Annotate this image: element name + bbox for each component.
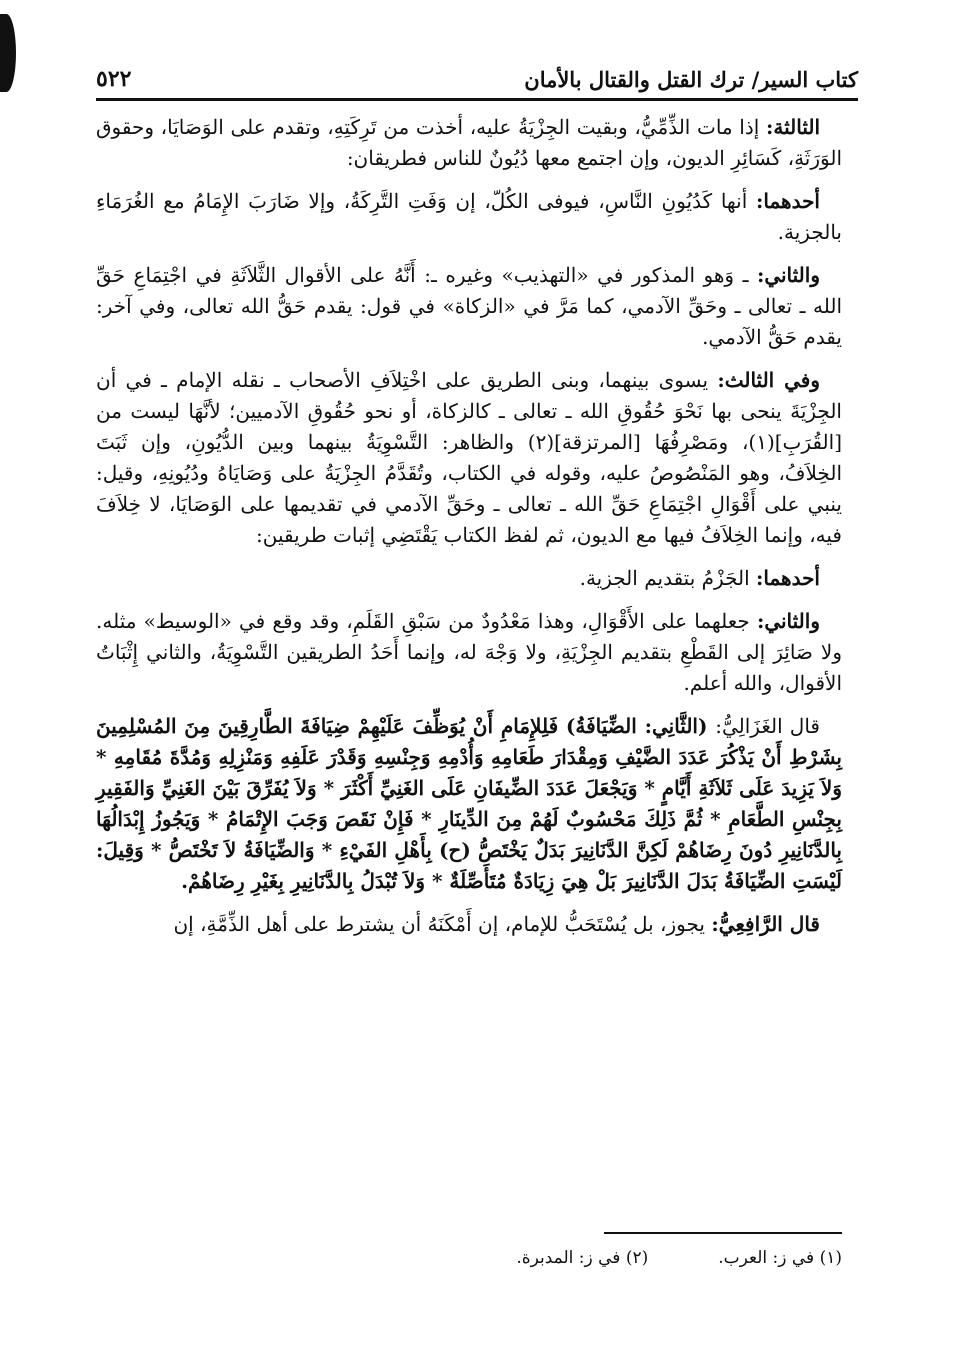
paragraph-text: الجَزْمُ بتقديم الجزية. <box>579 566 756 590</box>
paragraph-text: إذا مات الذِّمِّيُّ، وبقيت الجِزْيَةُ عليه، أخذت من تَرِكَتِهِ، وتقدم على الوَصَايَا، وحقوق الوَرَثَةِ، كَسَائِرِ الديون، وإن اجتمع معها دُيُونٌ للناس فطريقان: <box>96 115 842 170</box>
paragraph-third-way <box>96 365 842 551</box>
paragraph-lead: أحدهما: <box>755 189 820 213</box>
paragraph-third <box>96 112 842 174</box>
footnotes <box>96 1248 842 1268</box>
page-number: ٥٢٢ <box>96 66 132 92</box>
paragraph-lead: وفي الثالث: <box>717 368 821 392</box>
paragraph-text: يسوى بينهما، وبنى الطريق على اخْتِلاَفِ الأصحاب ـ نقله الإمام ـ في أن الجِزْيَةَ ينحى بها نَحْوَ حُقُوقِ الله ـ تعالى ـ كالزكاة، أو نحو حُقُوقِ الآدميين؛ لأنَّهَا ليست من [القُرَبِ](١)، ومَصْرِفُهَا [المرتزقة](٢) والظاهر: التَّسْوِيَةُ بينهما وبين الدُّيُونِ، وإن ثَبَتَ الخِلاَفُ، وهو المَنْصُوصُ عليه، وقوله في الكتاب، وتُقَدَّمُ الجِزْيَةُ على وَصَايَاهُ ودُيُونِهِ، وقيل: ينبي على أَقْوَالِ اجْتِمَاعِ حَقِّ الله ـ تعالى ـ وحَقِّ الآدمي في تقديمها على الوَصَايَا، لا خِلاَفَ فيه، وإنما الخِلاَفُ فيها مع الديون، ثم لفظ الكتاب يَقْتَضِي إثبات طريقين: <box>96 368 842 547</box>
paragraph-text: أنها كَدُيُونِ النَّاسِ، فيوفى الكُلّ، إن وَفَتِ التَّرِكَةُ، وإلا ضَارَبَ الإِمَامُ مع الغُرَمَاءِ بالجزية. <box>96 189 842 244</box>
ghazali-quote <box>96 711 842 897</box>
paragraph-text: جعلهما على الأَقْوَالِ، وهذا مَعْدُودٌ من سَبْقِ القَلَمِ، وقد وقع في «الوسيط» مثله. ولا صَائِرَ إلى القَطْعِ بتقديم الجِزْيَةِ، ولا وَجْهَ له، وإنما أَحَدُ الطريقين التَّسْوِيَةُ، والثاني إِثْبَاتُ الأقوال، والله أعلم. <box>96 609 842 695</box>
quote-lead: قال الغَزَالِيُّ: <box>715 714 820 738</box>
paragraph-lead: الثالثة: <box>765 115 820 139</box>
rafii-commentary <box>96 909 842 940</box>
page-body <box>96 112 842 952</box>
quote-text: (الثَّانِي: الضِّيَافَةُ) فَلِلإِمَامِ أَنْ يُوَظِّفَ عَلَيْهِمْ ضِيَافَةَ الطَّارِقِينَ مِنَ المُسْلِمِينَ بِشَرْطِ أَنْ يَذْكُرَ عَدَدَ الضَّيْفِ وَمِقْدَارَ طَعَامِهِ وَأُدْمِهِ وَجِنْسِهِ وَقَدْرَ عَلَفِهِ وَمَنْزِلِهِ وَمُدَّةَ مُقَامِهِ * وَلاَ يَزِيدَ عَلَى ثَلاَثَةِ أَيَّامٍ * وَيَجْعَلَ عَدَدَ الضِّيفَانِ عَلَى الغَنِيِّ أَكْثَرَ * وَلاَ يُفَرِّقَ بَيْنَ الغَنِيِّ وَالفَقِيرِ بِجِنْسِ الطَّعَامِ * ثُمَّ ذَلِكَ مَحْسُوبٌ لَهُمْ مِنَ الدِّينَارِ * فَإِنْ نَقَصَ وَجَبَ الإِتْمَامُ * وَيَجُوزُ إِبْدَالُهَا بِالدَّنَانِيرِ دُونَ رِضَاهُمْ لَكِنَّ الدَّنَانِيرَ بَدَلٌ يَخْتَصُّ (ح) بِأَهْلِ الفَيْءِ * وَالضِّيَافَةُ لاَ تَخْتَصُّ * وَقِيلَ: لَيْسَتِ الضِّيَافَةُ بَدَلَ الدَّنَانِيرَ بَلْ هِيَ زِيَادَةٌ مُتَأَصِّلَةٌ * وَلاَ تُبْدَلُ بِالدَّنَانِيرِ بِغَيْرِ رِضَاهُمْ. <box>96 714 842 893</box>
rafii-lead: قال الرَّافِعِيُّ: <box>711 912 820 936</box>
footnote-1: (١) في ز: العرب. <box>718 1248 842 1268</box>
footnote-divider <box>604 1232 842 1234</box>
paragraph-first-path <box>96 563 842 594</box>
paragraph-second-way <box>96 260 842 353</box>
scan-edge-mark <box>0 14 16 92</box>
rafii-text: يجوز، بل يُسْتَحَبُّ للإمام، إن أَمْكَنَهُ أن يشترط على أهل الذِّمَّةِ، إن <box>173 912 712 936</box>
page-header <box>96 48 858 101</box>
paragraph-lead: والثاني: <box>756 263 820 287</box>
paragraph-lead: والثاني: <box>756 609 820 633</box>
paragraph-first-way <box>96 186 842 248</box>
paragraph-lead: أحدهما: <box>755 566 820 590</box>
running-title: كتاب السير/ ترك القتل والقتال بالأمان <box>524 67 858 92</box>
footnote-2: (٢) في ز: المدبرة. <box>516 1248 649 1268</box>
paragraph-text: ـ وَهو المذكور في «التهذيب» وغيره ـ: أَنَّهُ على الأقوال الثَّلاَثَةِ في اجْتِمَاعِ حَقِّ الله ـ تعالى ـ وحَقِّ الآدمي، كما مَرَّ في «الزكاة» في قول: يقدم حَقُّ الله تعالى، وفي آخر: يقدم حَقُّ الآدمي. <box>96 263 842 349</box>
paragraph-second-path <box>96 606 842 699</box>
